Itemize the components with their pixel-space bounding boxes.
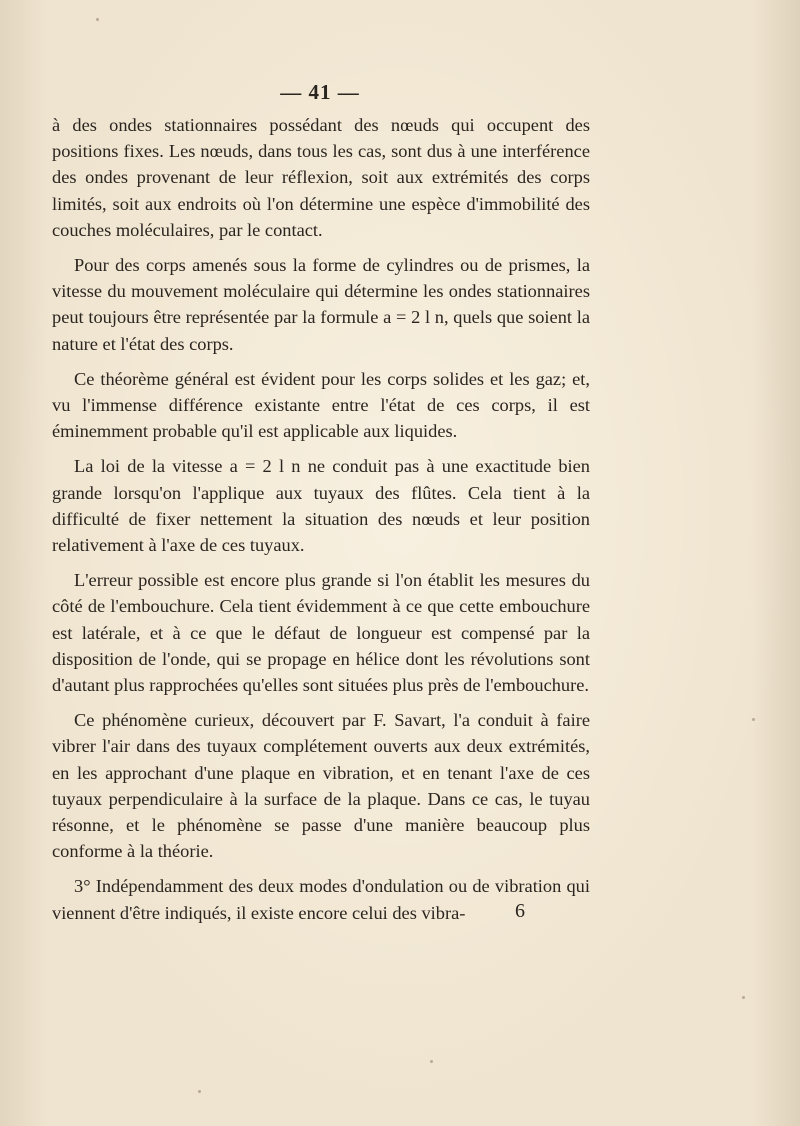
page-number: — 41 — (280, 80, 360, 104)
paragraph-5: L'erreur possible est encore plus grande si l'on établit les mesures du côté de l'embouchure. Cela tient évidemment à ce que cette embouchure est latérale, et à ce que le défaut de longueur est compensé par la disposition de l'onde, qui se propage en hélice dont les révolutions sont d'autant plus rapprochées qu'elles sont situées plus près de l'embouchure. (52, 570, 590, 696)
paper-speck (742, 996, 745, 999)
paragraph-7: 3° Indépendamment des deux modes d'ondulation ou de vibration qui viennent d'être indiqués, il existe encore celui des vibra- (52, 876, 590, 923)
paragraph-2: Pour des corps amenés sous la forme de cylindres ou de prismes, la vitesse du mouvement moléculaire qui détermine les ondes stationnaires peut toujours être représentée par la formule a = 2 l n, quels que soient la nature et l'état des corps. (52, 255, 590, 354)
paragraph-3: Ce théorème général est évident pour les corps solides et les gaz; et, vu l'immense différence existante entre l'état de ces corps, il est éminemment probable qu'il est applicable aux liquides. (52, 368, 590, 442)
paragraph-6: Ce phénomène curieux, découvert par F. Savart, l'a conduit à faire vibrer l'air dans des tuyaux complétement ouverts aux deux extrémités, en les approchant d'une plaque en vibration, et en tenant l'axe de ces tuyaux perpendiculaire à la surface de la plaque. Dans ce cas, le tuyau résonne, et le phénomène se passe d'une manière beaucoup plus conforme à la théorie. (52, 710, 590, 862)
paper-speck (430, 1060, 433, 1063)
paper-speck (198, 1090, 201, 1093)
paragraph-4: La loi de la vitesse a = 2 l n ne conduit pas à une exactitude bien grande lorsqu'on l'applique aux tuyaux des flûtes. Cela tient à la difficulté de fixer nettement la situation des nœuds et leur position relativement à l'axe de ces tuyaux. (52, 456, 590, 556)
signature-mark: 6 (515, 900, 525, 922)
paper-speck (96, 18, 99, 21)
paper-speck (752, 718, 755, 721)
body-text (52, 112, 590, 935)
paragraph-1: à des ondes stationnaires possédant des nœuds qui occupent des positions fixes. Les nœuds, dans tous les cas, sont dus à une interférence des ondes provenant de leur réflexion, soit aux extrémités des corps limités, soit aux endroits où l'on détermine une espèce d'immobilité des couches moléculaires, par le contact. (52, 115, 590, 240)
